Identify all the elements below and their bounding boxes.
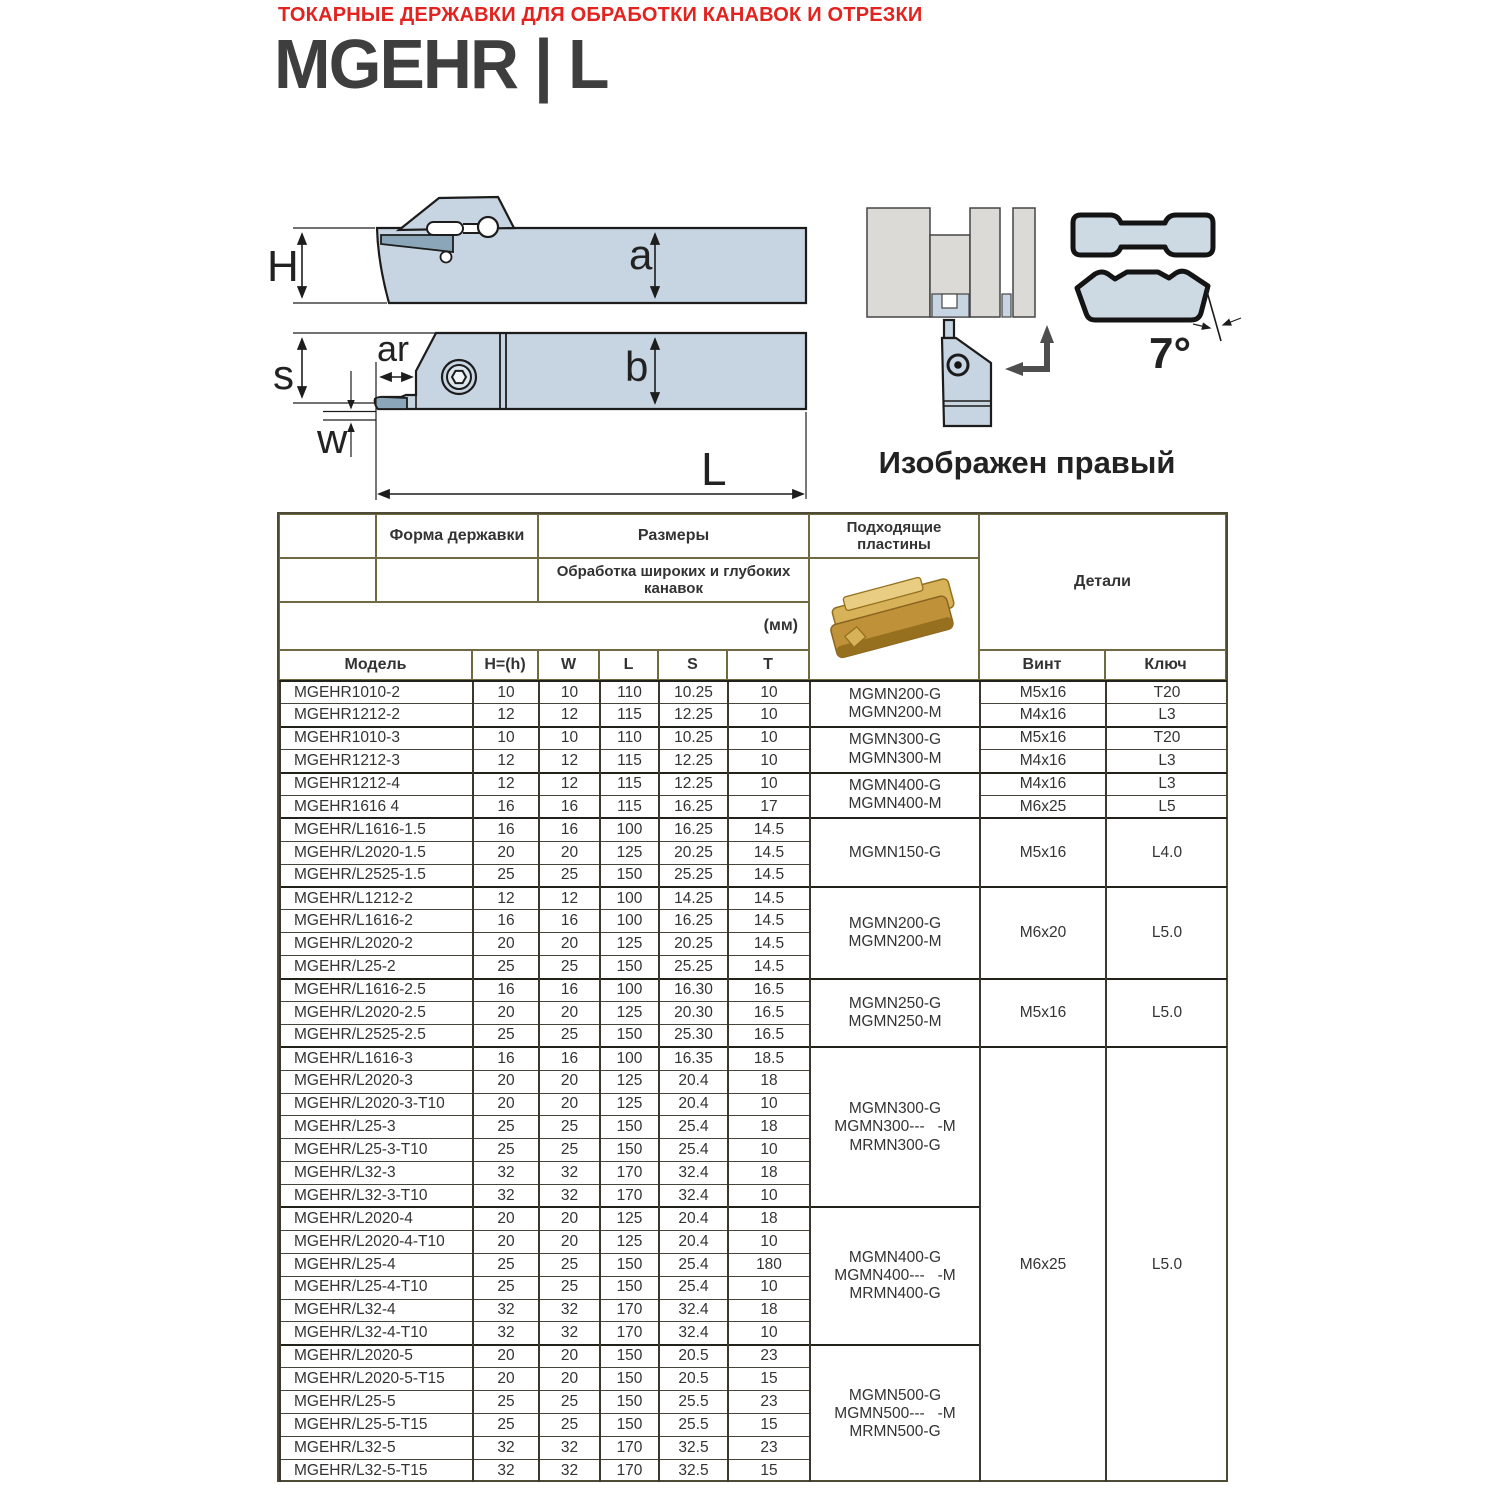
category-subtitle: ТОКАРНЫЕ ДЕРЖАВКИ ДЛЯ ОБРАБОТКИ КАНАВОК И ОТРЕЗКИ: [278, 4, 923, 26]
h-cell: 32: [473, 1322, 539, 1345]
s-cell: 20.4: [659, 1230, 728, 1253]
plates-cell: MGMN400-G MGMN400-M: [810, 773, 980, 819]
header-model: Модель: [279, 650, 472, 680]
t-cell: 15: [728, 1414, 810, 1437]
t-cell: 18: [728, 1299, 810, 1322]
dim-label-ar: ar: [377, 328, 410, 369]
insert-tip-top-view: [375, 397, 407, 409]
t-cell: 14.5: [728, 887, 810, 910]
page-title: MGEHR | L: [274, 25, 608, 103]
model-cell: MGEHR/L32-3: [280, 1162, 473, 1185]
plates-cell: MGMN500-G MGMN500--- -M MRMN500-G: [810, 1345, 980, 1482]
t-cell: 15: [728, 1459, 810, 1482]
table-row: [280, 887, 1227, 910]
vint-cell: M4x16: [980, 750, 1106, 773]
w-cell: 12: [539, 773, 600, 796]
model-cell: MGEHR/L1616-1.5: [280, 818, 473, 841]
h-cell: 16: [473, 1047, 539, 1070]
model-cell: MGEHR/L32-4-T10: [280, 1322, 473, 1345]
s-cell: 20.4: [659, 1093, 728, 1116]
w-cell: 25: [539, 1139, 600, 1162]
t-cell: 23: [728, 1436, 810, 1459]
vint-cell: M5x16: [980, 979, 1106, 1048]
insert-photo-cell: [809, 558, 979, 680]
vint-cell: M4x16: [980, 704, 1106, 727]
t-cell: 10: [728, 1139, 810, 1162]
l-cell: 150: [600, 1414, 659, 1437]
t-cell: 10: [728, 1322, 810, 1345]
s-cell: 25.5: [659, 1391, 728, 1414]
s-cell: 20.5: [659, 1368, 728, 1391]
l-cell: 115: [600, 795, 659, 818]
model-cell: MGEHR/L32-4: [280, 1299, 473, 1322]
model-cell: MGEHR/L32-5-T15: [280, 1459, 473, 1482]
klyuch-cell: L3: [1106, 704, 1227, 727]
header-w: W: [538, 650, 599, 680]
l-cell: 150: [600, 1345, 659, 1368]
plates-cell: MGMN150-G: [810, 818, 980, 887]
t-cell: 10: [728, 681, 810, 704]
model-cell: MGEHR/L2020-4-T10: [280, 1230, 473, 1253]
t-cell: 10: [728, 1276, 810, 1299]
s-cell: 25.4: [659, 1116, 728, 1139]
t-cell: 10: [728, 1093, 810, 1116]
s-cell: 20.25: [659, 841, 728, 864]
h-cell: 20: [473, 1230, 539, 1253]
model-cell: MGEHR/L1212-2: [280, 887, 473, 910]
l-cell: 110: [600, 681, 659, 704]
t-cell: 16.5: [728, 1024, 810, 1047]
h-cell: 20: [473, 1093, 539, 1116]
drawing-caption: Изображен правый: [878, 445, 1176, 480]
h-cell: 10: [473, 727, 539, 750]
table-row: [280, 795, 1227, 818]
h-cell: 32: [473, 1459, 539, 1482]
h-cell: 20: [473, 933, 539, 956]
w-cell: 25: [539, 864, 600, 887]
s-cell: 32.5: [659, 1459, 728, 1482]
h-cell: 32: [473, 1299, 539, 1322]
t-cell: 14.5: [728, 910, 810, 933]
t-cell: 10: [728, 1185, 810, 1208]
t-cell: 14.5: [728, 818, 810, 841]
w-cell: 25: [539, 1024, 600, 1047]
klyuch-cell: L5.0: [1106, 887, 1227, 979]
model-cell: MGEHR/L2525-2.5: [280, 1024, 473, 1047]
l-cell: 170: [600, 1299, 659, 1322]
vint-cell: M5x16: [980, 681, 1106, 704]
t-cell: 16.5: [728, 979, 810, 1002]
header-empty-cell: [376, 558, 538, 602]
h-cell: 16: [473, 979, 539, 1002]
gold-grooving-insert-icon: [814, 563, 974, 675]
h-cell: 25: [473, 864, 539, 887]
s-cell: 12.25: [659, 773, 728, 796]
t-cell: 10: [728, 750, 810, 773]
w-cell: 16: [539, 795, 600, 818]
model-cell: MGEHR/L25-5-T15: [280, 1414, 473, 1437]
w-cell: 12: [539, 887, 600, 910]
l-cell: 125: [600, 841, 659, 864]
bottom-view-drawing: [273, 328, 806, 500]
plates-cell: MGMN200-G MGMN200-M: [810, 681, 980, 727]
t-cell: 10: [728, 704, 810, 727]
w-cell: 10: [539, 681, 600, 704]
s-cell: 32.4: [659, 1299, 728, 1322]
l-cell: 150: [600, 1276, 659, 1299]
s-cell: 16.25: [659, 795, 728, 818]
t-cell: 10: [728, 727, 810, 750]
w-cell: 20: [539, 1001, 600, 1024]
w-cell: 12: [539, 750, 600, 773]
model-cell: MGEHR/L2020-3: [280, 1070, 473, 1093]
model-cell: MGEHR/L32-5: [280, 1436, 473, 1459]
l-cell: 170: [600, 1436, 659, 1459]
klyuch-cell: L3: [1106, 750, 1227, 773]
clamp-pivot-hole: [478, 217, 498, 237]
model-cell: MGEHR/L25-4: [280, 1253, 473, 1276]
model-cell: MGEHR/L2020-3-T10: [280, 1093, 473, 1116]
w-cell: 16: [539, 910, 600, 933]
l-cell: 110: [600, 727, 659, 750]
model-cell: MGEHR/L2020-4: [280, 1207, 473, 1230]
model-cell: MGEHR1212-4: [280, 773, 473, 796]
l-cell: 170: [600, 1322, 659, 1345]
table-row: [280, 773, 1227, 796]
klyuch-cell: T20: [1106, 727, 1227, 750]
l-cell: 100: [600, 979, 659, 1002]
s-cell: 16.25: [659, 818, 728, 841]
plates-cell: MGMN250-G MGMN250-M: [810, 979, 980, 1048]
l-cell: 150: [600, 1253, 659, 1276]
w-cell: 25: [539, 956, 600, 979]
parting-slot: [1002, 294, 1011, 317]
l-cell: 115: [600, 773, 659, 796]
w-cell: 16: [539, 1047, 600, 1070]
klyuch-cell: L5.0: [1106, 1047, 1227, 1482]
header-s: S: [658, 650, 727, 680]
h-cell: 25: [473, 1414, 539, 1437]
t-cell: 16.5: [728, 1001, 810, 1024]
clearance-angle-label: 7°: [1149, 329, 1192, 378]
header-dimensions: Размеры: [538, 514, 809, 558]
header-units-mm: (мм): [279, 602, 809, 650]
w-cell: 20: [539, 1093, 600, 1116]
model-cell: MGEHR/L25-4-T10: [280, 1276, 473, 1299]
s-cell: 32.4: [659, 1322, 728, 1345]
l-cell: 100: [600, 1047, 659, 1070]
s-cell: 20.4: [659, 1207, 728, 1230]
s-cell: 16.35: [659, 1047, 728, 1070]
t-cell: 10: [728, 773, 810, 796]
dim-label-a: a: [629, 231, 653, 278]
table-row: [280, 818, 1227, 841]
s-cell: 25.30: [659, 1024, 728, 1047]
l-cell: 125: [600, 1070, 659, 1093]
h-cell: 32: [473, 1436, 539, 1459]
model-cell: MGEHR/L1616-2: [280, 910, 473, 933]
plates-cell: MGMN400-G MGMN400--- -M MRMN400-G: [810, 1207, 980, 1344]
l-cell: 170: [600, 1185, 659, 1208]
w-cell: 20: [539, 1070, 600, 1093]
header-parts: Детали: [979, 514, 1226, 650]
w-cell: 20: [539, 1345, 600, 1368]
h-cell: 32: [473, 1162, 539, 1185]
h-cell: 20: [473, 1345, 539, 1368]
t-cell: 17: [728, 795, 810, 818]
model-cell: MGEHR/L2020-5-T15: [280, 1368, 473, 1391]
l-cell: 150: [600, 864, 659, 887]
w-cell: 25: [539, 1253, 600, 1276]
vint-cell: M4x16: [980, 773, 1106, 796]
w-cell: 32: [539, 1322, 600, 1345]
vint-cell: M6x25: [980, 1047, 1106, 1482]
s-cell: 20.25: [659, 933, 728, 956]
h-cell: 10: [473, 681, 539, 704]
l-cell: 150: [600, 1024, 659, 1047]
w-cell: 32: [539, 1299, 600, 1322]
w-cell: 20: [539, 841, 600, 864]
l-cell: 100: [600, 818, 659, 841]
t-cell: 18: [728, 1070, 810, 1093]
h-cell: 12: [473, 773, 539, 796]
table-row: [280, 979, 1227, 1002]
l-cell: 100: [600, 910, 659, 933]
model-cell: MGEHR/L2020-1.5: [280, 841, 473, 864]
t-cell: 10: [728, 1230, 810, 1253]
t-cell: 18: [728, 1162, 810, 1185]
table-row: [280, 704, 1227, 727]
w-cell: 32: [539, 1436, 600, 1459]
klyuch-cell: L5: [1106, 795, 1227, 818]
header-empty-cell: [279, 558, 376, 602]
klyuch-cell: L4.0: [1106, 818, 1227, 887]
model-cell: MGEHR1212-2: [280, 704, 473, 727]
w-cell: 25: [539, 1414, 600, 1437]
h-cell: 25: [473, 956, 539, 979]
header-l: L: [599, 650, 658, 680]
model-cell: MGEHR1212-3: [280, 750, 473, 773]
plates-cell: MGMN300-G MGMN300-M: [810, 727, 980, 773]
klyuch-cell: L5.0: [1106, 979, 1227, 1048]
s-cell: 25.4: [659, 1253, 728, 1276]
l-cell: 150: [600, 1139, 659, 1162]
model-cell: MGEHR1010-2: [280, 681, 473, 704]
header-wide-deep-grooving: Обработка широких и глубоких канавок: [538, 558, 809, 602]
insert-side-view: [1077, 271, 1241, 378]
s-cell: 16.30: [659, 979, 728, 1002]
l-cell: 150: [600, 1116, 659, 1139]
h-cell: 12: [473, 704, 539, 727]
w-cell: 10: [539, 727, 600, 750]
table-row: [280, 750, 1227, 773]
model-cell: MGEHR/L25-2: [280, 956, 473, 979]
w-cell: 20: [539, 1368, 600, 1391]
l-cell: 150: [600, 1391, 659, 1414]
s-cell: 25.25: [659, 864, 728, 887]
t-cell: 18: [728, 1116, 810, 1139]
h-cell: 25: [473, 1116, 539, 1139]
spec-table-body: [280, 681, 1227, 1482]
h-cell: 25: [473, 1276, 539, 1299]
dim-label-w: w: [317, 415, 348, 462]
w-cell: 20: [539, 1230, 600, 1253]
w-cell: 25: [539, 1116, 600, 1139]
feed-direction-arrows: [1005, 325, 1054, 376]
h-cell: 20: [473, 1368, 539, 1391]
t-cell: 18: [728, 1207, 810, 1230]
h-cell: 25: [473, 1391, 539, 1414]
s-cell: 25.5: [659, 1414, 728, 1437]
w-cell: 20: [539, 1207, 600, 1230]
vint-cell: M6x25: [980, 795, 1106, 818]
header-h: H=(h): [472, 650, 538, 680]
table-row: [280, 727, 1227, 750]
workpiece-illustration: [867, 208, 1035, 317]
parting-tool-illustration: [942, 320, 991, 426]
l-cell: 125: [600, 1093, 659, 1116]
model-cell: MGEHR/L25-3: [280, 1116, 473, 1139]
table-row: [280, 681, 1227, 704]
h-cell: 16: [473, 795, 539, 818]
header-holder-shape: Форма державки: [376, 514, 538, 558]
w-cell: 25: [539, 1276, 600, 1299]
model-cell: MGEHR/L2525-1.5: [280, 864, 473, 887]
header-screw: Винт: [979, 650, 1105, 680]
plates-cell: MGMN300-G MGMN300--- -M MRMN300-G: [810, 1047, 980, 1207]
hex-socket-icon: [452, 371, 466, 383]
h-cell: 12: [473, 750, 539, 773]
insert-top-view: [1073, 215, 1213, 255]
h-cell: 16: [473, 910, 539, 933]
klyuch-cell: L3: [1106, 773, 1227, 796]
l-cell: 170: [600, 1162, 659, 1185]
s-cell: 25.4: [659, 1276, 728, 1299]
h-cell: 16: [473, 818, 539, 841]
header-wrench: Ключ: [1105, 650, 1226, 680]
h-cell: 20: [473, 1001, 539, 1024]
model-cell: MGEHR/L1616-2.5: [280, 979, 473, 1002]
h-cell: 20: [473, 1207, 539, 1230]
s-cell: 10.25: [659, 681, 728, 704]
s-cell: 10.25: [659, 727, 728, 750]
s-cell: 14.25: [659, 887, 728, 910]
dim-label-L: L: [701, 443, 727, 495]
header-t: T: [727, 650, 809, 680]
l-cell: 150: [600, 956, 659, 979]
t-cell: 14.5: [728, 841, 810, 864]
model-cell: MGEHR/L2020-5: [280, 1345, 473, 1368]
s-cell: 12.25: [659, 704, 728, 727]
t-cell: 14.5: [728, 933, 810, 956]
dim-label-b: b: [625, 343, 649, 390]
l-cell: 115: [600, 750, 659, 773]
vint-cell: M5x16: [980, 727, 1106, 750]
h-cell: 25: [473, 1024, 539, 1047]
t-cell: 18.5: [728, 1047, 810, 1070]
model-cell: MGEHR1010-3: [280, 727, 473, 750]
s-cell: 32.4: [659, 1162, 728, 1185]
h-cell: 32: [473, 1185, 539, 1208]
w-cell: 32: [539, 1459, 600, 1482]
w-cell: 16: [539, 979, 600, 1002]
s-cell: 25.4: [659, 1139, 728, 1162]
model-cell: MGEHR1616 4: [280, 795, 473, 818]
s-cell: 20.4: [659, 1070, 728, 1093]
l-cell: 100: [600, 887, 659, 910]
w-cell: 32: [539, 1162, 600, 1185]
s-cell: 12.25: [659, 750, 728, 773]
dim-label-H: H: [267, 242, 299, 291]
klyuch-cell: T20: [1106, 681, 1227, 704]
model-cell: MGEHR/L25-3-T10: [280, 1139, 473, 1162]
vint-cell: M5x16: [980, 818, 1106, 887]
model-cell: MGEHR/L25-5: [280, 1391, 473, 1414]
model-cell: MGEHR/L32-3-T10: [280, 1185, 473, 1208]
l-cell: 150: [600, 1368, 659, 1391]
technical-drawing: [255, 155, 1255, 505]
h-cell: 20: [473, 1070, 539, 1093]
t-cell: 180: [728, 1253, 810, 1276]
s-cell: 25.25: [659, 956, 728, 979]
l-cell: 125: [600, 1230, 659, 1253]
plates-cell: MGMN200-G MGMN200-M: [810, 887, 980, 979]
spec-table-body-table: [279, 680, 1227, 1482]
header-empty-cell: [279, 514, 376, 558]
dim-label-s: s: [273, 351, 294, 398]
s-cell: 16.25: [659, 910, 728, 933]
h-cell: 20: [473, 841, 539, 864]
top-view-drawing: [267, 197, 806, 303]
table-row: [280, 1047, 1227, 1070]
model-cell: MGEHR/L2020-2: [280, 933, 473, 956]
l-cell: 115: [600, 704, 659, 727]
l-cell: 170: [600, 1459, 659, 1482]
t-cell: 15: [728, 1368, 810, 1391]
w-cell: 12: [539, 704, 600, 727]
t-cell: 14.5: [728, 864, 810, 887]
t-cell: 14.5: [728, 956, 810, 979]
s-cell: 20.5: [659, 1345, 728, 1368]
header-suitable-inserts: Подходящие пластины: [809, 514, 979, 558]
l-cell: 125: [600, 1207, 659, 1230]
tool-insert-tip: [944, 320, 954, 338]
l-cell: 125: [600, 933, 659, 956]
w-cell: 25: [539, 1391, 600, 1414]
s-cell: 20.30: [659, 1001, 728, 1024]
w-cell: 20: [539, 933, 600, 956]
s-cell: 32.4: [659, 1185, 728, 1208]
model-cell: MGEHR/L1616-3: [280, 1047, 473, 1070]
h-cell: 25: [473, 1253, 539, 1276]
l-cell: 125: [600, 1001, 659, 1024]
h-cell: 25: [473, 1139, 539, 1162]
w-cell: 32: [539, 1185, 600, 1208]
spec-table: [277, 512, 1228, 1482]
t-cell: 23: [728, 1391, 810, 1414]
model-cell: MGEHR/L2020-2.5: [280, 1001, 473, 1024]
t-cell: 23: [728, 1345, 810, 1368]
h-cell: 12: [473, 887, 539, 910]
vint-cell: M6x20: [980, 887, 1106, 979]
s-cell: 32.5: [659, 1436, 728, 1459]
w-cell: 16: [539, 818, 600, 841]
